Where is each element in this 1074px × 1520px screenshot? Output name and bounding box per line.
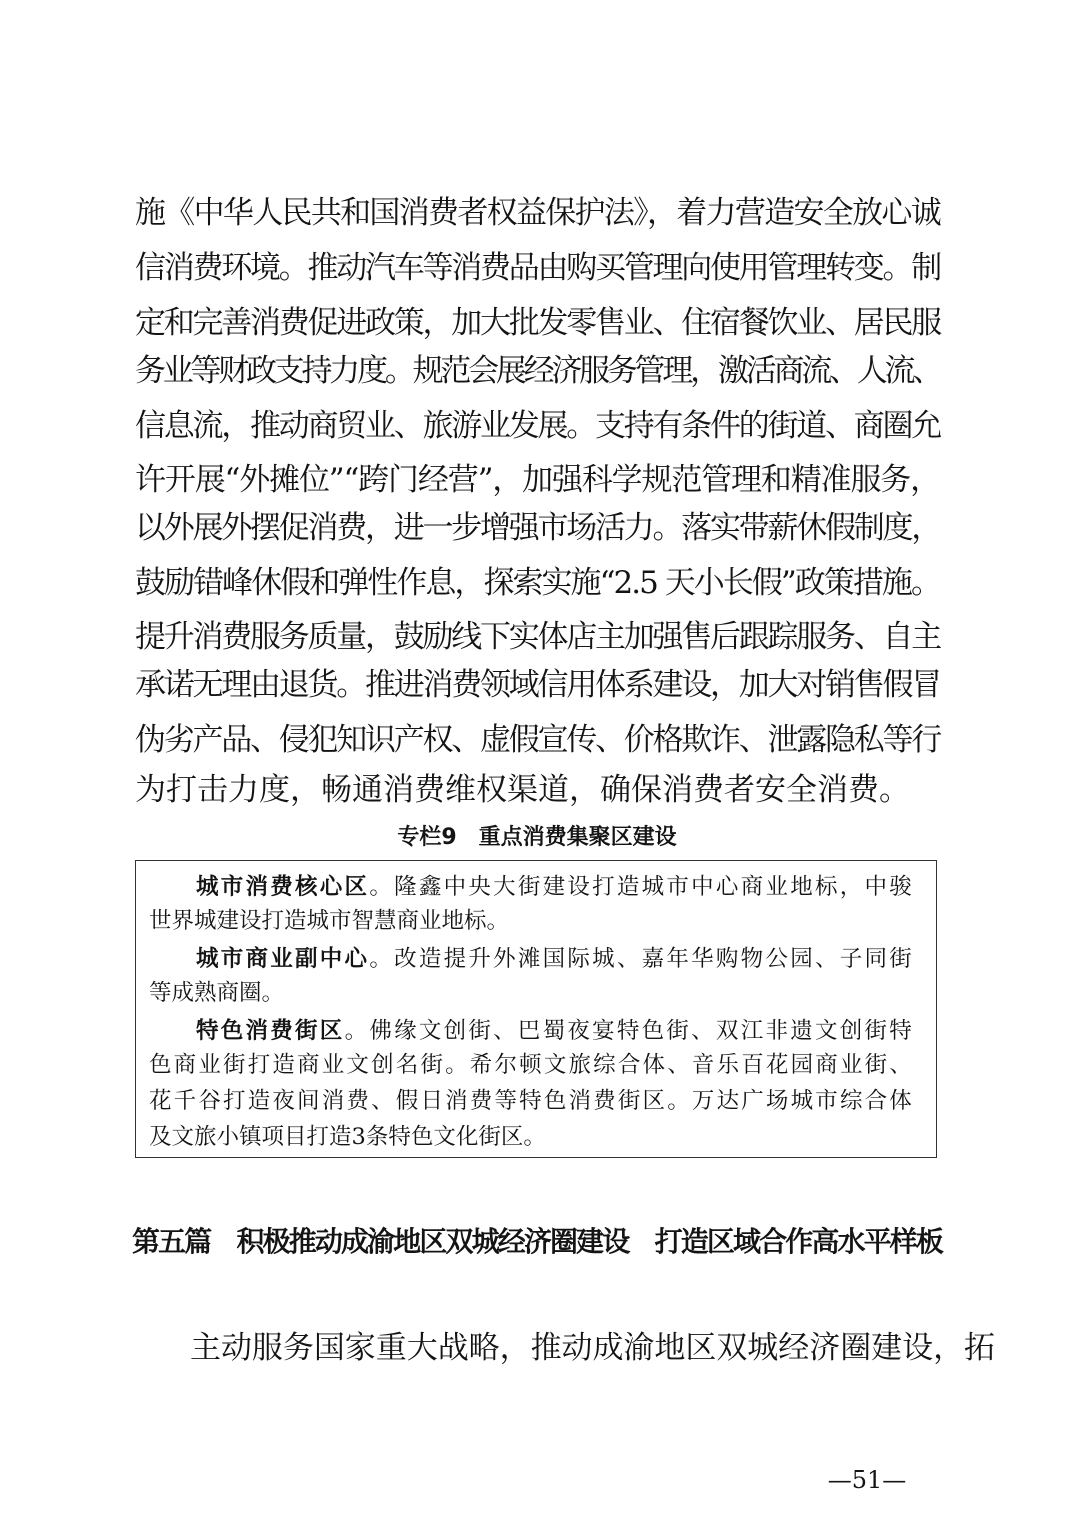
box-line <box>149 1087 914 1115</box>
feature-box <box>135 860 937 1158</box>
chapter-heading: 第五篇 积极推动成渝地区双城经济圈建设 打造区域合作高水平样板 <box>132 1225 942 1258</box>
box-line <box>196 945 914 973</box>
page-number: —51— <box>827 1466 907 1494</box>
box-text: 。改造提升外滩国际城、嘉年华购物公园、子同街 <box>369 946 914 972</box>
box-text: 等成熟商圈。 <box>149 980 285 1006</box>
box-line <box>149 907 509 935</box>
box-text: 。隆鑫中央大街建设打造城市中心商业地标，中骏 <box>369 874 914 900</box>
paragraph-line: 提升消费服务质量，鼓励线下实体店主加强售后跟踪服务、自主 <box>135 619 940 655</box>
box-text: 花千谷打造夜间消费、假日消费等特色消费街区。万达广场城市综合体 <box>149 1088 914 1114</box>
box-line <box>149 1123 546 1151</box>
box-term: 特色消费街区 <box>196 1018 345 1044</box>
paragraph-line: 务业等财政支持力度。规范会展经济服务管理，激活商流、人流、 <box>135 353 940 389</box>
box-text: 世界城建设打造城市智慧商业地标。 <box>149 908 510 934</box>
box-line <box>196 1017 914 1045</box>
paragraph-line: 伪劣产品、侵犯知识产权、虚假宣传、价格欺诈、泄露隐私等行 <box>135 722 940 758</box>
paragraph-line: 定和完善消费促进政策，加大批发零售业、住宿餐饮业、居民服 <box>135 305 940 341</box>
box-text: 及文旅小镇项目打造3条特色文化街区。 <box>149 1124 546 1150</box>
paragraph-line: 主动服务国家重大战略，推动成渝地区双城经济圈建设，拓 <box>190 1330 995 1366</box>
paragraph-line: 以外展外摆促消费，进一步增强市场活力。落实带薪休假制度， <box>135 510 940 546</box>
box-text: 色商业街打造商业文创名街。希尔顿文旅综合体、音乐百花园商业街、 <box>149 1052 914 1078</box>
paragraph-line: 为打击力度，畅通消费维权渠道，确保消费者安全消费。 <box>135 772 910 808</box>
paragraph-line: 施《中华人民共和国消费者权益保护法》，着力营造安全放心诚 <box>135 195 940 231</box>
paragraph-line: 信消费环境。推动汽车等消费品由购买管理向使用管理转变。制 <box>135 250 940 286</box>
box-line <box>149 1051 914 1079</box>
box-term: 城市消费核心区 <box>196 874 370 900</box>
paragraph-line: 许开展“外摊位”“跨门经营”，加强科学规范管理和精准服务， <box>135 462 940 498</box>
box-line <box>149 979 284 1007</box>
box-title: 专栏9 重点消费集聚区建设 <box>397 825 677 850</box>
box-line <box>196 873 914 901</box>
box-text: 。佛缘文创街、巴蜀夜宴特色街、双江非遗文创街特 <box>344 1018 914 1044</box>
paragraph-line: 鼓励错峰休假和弹性作息，探索实施“2.5 天小长假”政策措施。 <box>135 565 940 601</box>
paragraph-line: 承诺无理由退货。推进消费领域信用体系建设，加大对销售假冒 <box>135 667 940 703</box>
paragraph-line: 信息流，推动商贸业、旅游业发展。支持有条件的街道、商圈允 <box>135 408 940 444</box>
box-term: 城市商业副中心 <box>196 946 370 972</box>
